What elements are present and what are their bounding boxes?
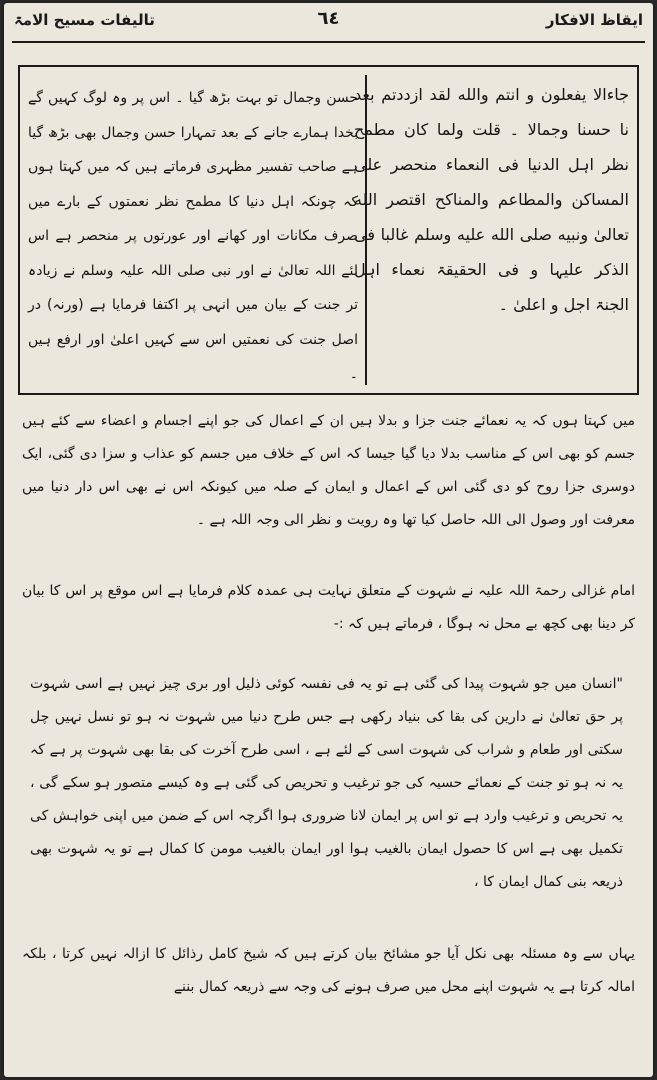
- page-header: [14, 5, 643, 39]
- paragraph-1-text: میں کہتا ہوں کہ یہ نعمائے جنت جزا و بدلا ہیں ان کے اعمال کی جو اپنے اجسام و اعضاء سے کئے ہیں جسم کو بھی اس کے مناسب بدلا دیا گیا جیسا کہ اس کے خلاف میں جسم کو عذاب و سزا دی گئی، ایک دوسری جزا روح کو دی گئی اس کے اعمال و ایمان کے صلہ میں کیونکہ اس نے بھی اس دار دنیا میں معرفت اور وصول الی اللہ حاصل کیا تھا وہ رویت و نظر الی وجہ اللہ ہے ۔: [22, 413, 635, 528]
- header-rule: [12, 41, 645, 43]
- bordered-text-box: [18, 65, 639, 395]
- quotation-text: "انسان میں جو شہوت پیدا کی گئی ہے تو یہ فی نفسہ کوئی ذلیل اور بری چیز نہیں ہے اسی شہوت پر حق تعالیٰ نے دارین کی بقا کی بنیاد رکھی ہے جس طرح دنیا میں شہوت نہ ہو تو نسل نہیں چل سکتی اور طعام و شراب کی شہوت اسی کے لئے ہے ، اسی طرح آخرت کی بقا بھی شہوت پر ہے کہ یہ نہ ہو تو جنت کے نعمائے حسیہ کی جو ترغیب و تحریص کی گئی ہے وہ کیسے متصور ہو سکے گی ، یہ تحریص و ترغیب وارد ہے تو اس پر ایمان لانا ضروری ہوا اگرچہ اس کے ضمن میں اپنی خواہش کی تکمیل بھی ہے اس کا حصول ایمان بالغیب ہوا اور ایمان بالغیب مومن کا کمال ہے تو یہ شہوت بھی ذریعہ بنی کمال ایمان کا ،: [30, 676, 623, 890]
- arabic-text: جاءالا یفعلون و انتم والله لقد ازددتم بعد نا حسنا وجمالا ۔ قلت ولما کان مطمح نظر اہل الدنیا فی النعماء منحصر علی المساکن والمطاعم والمناکح اقتصر الله تعالیٰ ونبیه صلی الله علیه وسلم غالبا فی الذکر علیہا و فی الحقیقۃ نعماء اہل الجنۃ اجل و اعلیٰ ۔: [354, 85, 629, 314]
- urdu-translation-text: حسن وجمال تو بہت بڑھ گیا ۔ اس پر وہ لوگ کہیں گے بخدا ہمارے جانے کے بعد تمہارا حسن وجمال بھی بڑھ گیا ہے صاحب تفسیر مظہری فرماتے ہیں کہ میں کہتا ہوں کہ چونکہ اہل دنیا کا مطمح نظر نعمتوں کے بارے میں صرف مکانات اور کھانے اور عورتوں پر منحصر ہے اس لئے اللہ تعالیٰ نے اور نبی صلی اللہ علیہ وسلم نے زیادہ تر جنت کے بیان میں انہی پر اکتفا فرمایا ہے (ورنہ) در اصل جنت کی نعمتیں اس سے کہیں اعلیٰ اور ارفع ہیں ۔: [28, 90, 358, 382]
- paragraph-1: [22, 405, 635, 537]
- arabic-column: [354, 77, 629, 322]
- quotation: [30, 668, 623, 899]
- urdu-translation-column: [28, 81, 358, 392]
- paragraph-3-text: یہاں سے وہ مسئلہ بھی نکل آیا جو مشائخ بیان کرتے ہیں کہ شیخ کامل رذائل کا ازالہ نہیں کرتا ، بلکہ امالہ کرتا ہے یہ شہوت اپنے محل میں صرف ہونے کی وجہ سے ذریعہ کمال بننے: [22, 946, 635, 995]
- page-number: ٦٤: [317, 8, 340, 29]
- series-title: تالیفات مسیح الامۃ: [14, 11, 155, 29]
- column-divider: [365, 75, 367, 385]
- paragraph-2: [22, 575, 635, 641]
- paragraph-3: [22, 938, 635, 1004]
- running-title: ایقاظ الافکار: [545, 11, 643, 29]
- book-page: [4, 3, 653, 1077]
- paragraph-2-text: امام غزالی رحمۃ اللہ علیہ نے شہوت کے متعلق نہایت ہی عمدہ کلام فرمایا ہے اس موقع پر اس کا بیان کر دینا بھی کچھ بے محل نہ ہوگا ، فرماتے ہیں کہ :-: [22, 583, 635, 632]
